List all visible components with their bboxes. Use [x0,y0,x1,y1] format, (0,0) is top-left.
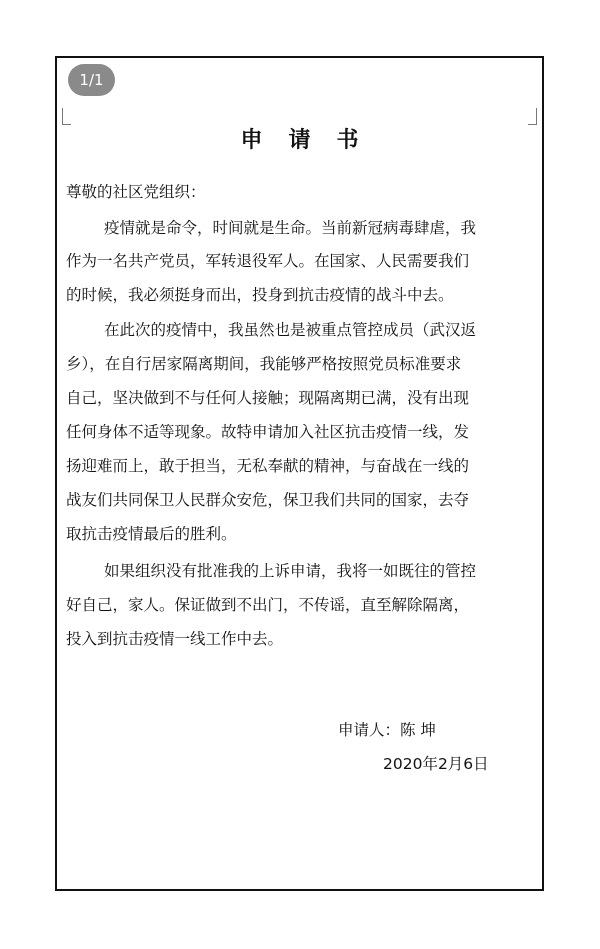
date: 2020年2月6日 [383,755,489,773]
crop-mark-right [528,108,537,125]
paragraph-line: 投入到抗击疫情一线工作中去。 [66,630,284,648]
paragraph-line: 乡），在自行居家隔离期间，我能够严格按照党员标准要求 [66,355,462,373]
paragraph-line: 自己，坚决做到不与任何人接触；现隔离期已满，没有出现 [66,389,470,407]
paragraph-line: 的时候，我必须挺身而出，投身到抗击疫情的战斗中去。 [66,286,454,304]
paragraph-line: 好自己，家人。保证做到不出门，不传谣，直至解除隔离， [66,596,470,614]
paragraph-line: 战友们共同保卫人民群众安危，保卫我们共同的国家，去夺 [66,491,470,509]
paragraph-line: 如果组织没有批准我的上诉申请，我将一如既往的管控 [104,562,477,580]
paragraph-line: 在此次的疫情中，我虽然也是被重点管控成员（武汉返 [104,321,477,339]
crop-mark-left [62,108,71,125]
document-title: 申请书 [240,128,385,153]
paragraph-line: 任何身体不适等现象。故特申请加入社区抗击疫情一线，发 [66,423,470,441]
paragraph-line: 疫情就是命令，时间就是生命。当前新冠病毒肆虐，我 [104,219,477,237]
paragraph-line: 扬迎难而上，敢于担当，无私奉献的精神，与奋战在一线的 [66,457,470,475]
greeting: 尊敬的社区党组织： [66,183,206,201]
page-indicator[interactable]: 1/1 [68,64,115,96]
signature: 申请人：陈 坤 [338,721,436,739]
paragraph-line: 作为一名共产党员，军转退役军人。在国家、人民需要我们 [66,252,470,270]
paragraph-line: 取抗击疫情最后的胜利。 [66,525,237,543]
